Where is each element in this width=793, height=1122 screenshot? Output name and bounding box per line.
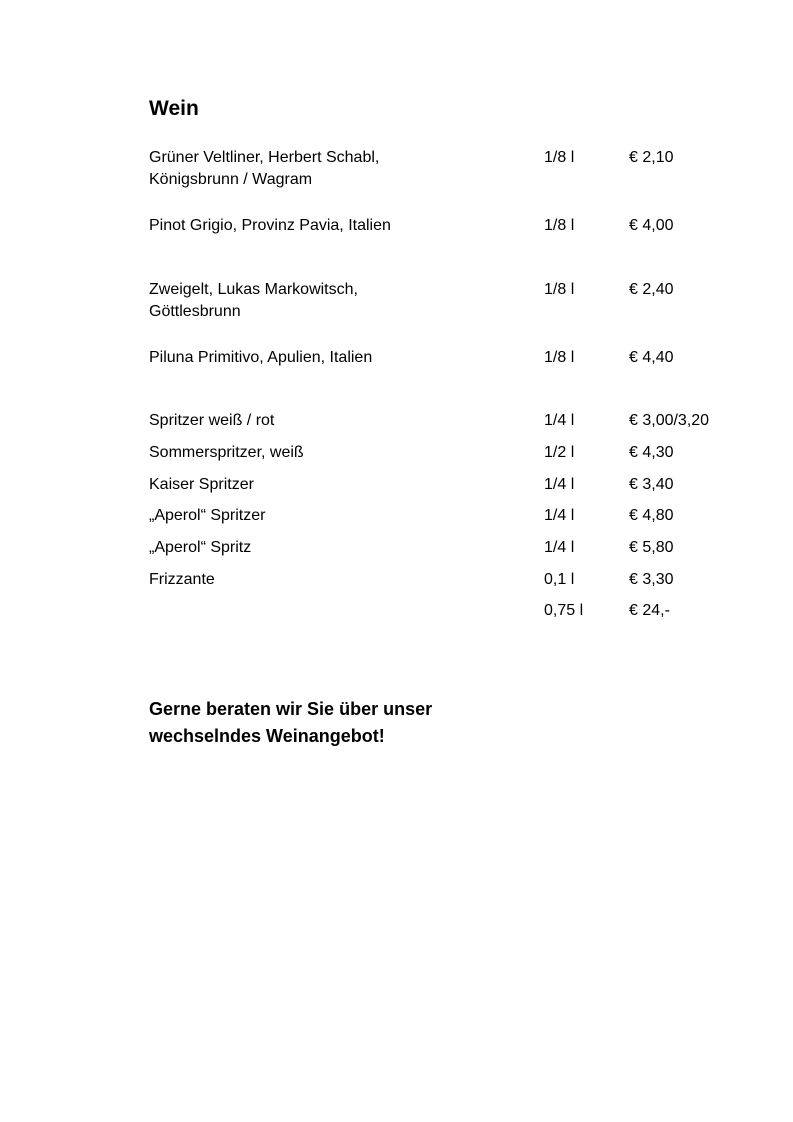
menu-item-quantity: 1/2 l xyxy=(544,444,575,461)
menu-item-name: Sommerspritzer, weiß xyxy=(149,444,304,461)
menu-item-name: Pinot Grigio, Provinz Pavia, Italien xyxy=(149,217,391,234)
menu-item-name: Piluna Primitivo, Apulien, Italien xyxy=(149,349,373,366)
menu-item-name: Frizzante xyxy=(149,571,215,588)
menu-item-quantity: 1/4 l xyxy=(544,412,575,429)
menu-item-quantity: 1/8 l xyxy=(544,281,575,298)
menu-item-quantity: 1/8 l xyxy=(544,149,575,166)
menu-item-name: Kaiser Spritzer xyxy=(149,476,254,493)
menu-item-name-line1: Zweigelt, Lukas Markowitsch, xyxy=(149,281,358,298)
menu-item-name xyxy=(149,279,529,323)
menu-item-quantity: 0,75 l xyxy=(544,602,584,619)
menu-item-quantity: 1/8 l xyxy=(544,349,575,366)
footer-note xyxy=(149,696,549,750)
menu-item-quantity: 1/8 l xyxy=(544,217,575,234)
menu-item-quantity: 1/4 l xyxy=(544,476,575,493)
menu-item-price: € 5,80 xyxy=(629,539,674,556)
menu-item-price: € 4,30 xyxy=(629,444,674,461)
menu-item-name: „Aperol“ Spritzer xyxy=(149,507,266,524)
menu-item-price: € 4,00 xyxy=(629,217,674,234)
menu-item-name: Spritzer weiß / rot xyxy=(149,412,275,429)
menu-item-price: € 3,30 xyxy=(629,571,674,588)
menu-item-price: € 3,40 xyxy=(629,476,674,493)
menu-item-price: € 4,40 xyxy=(629,349,674,366)
menu-item-price: € 2,10 xyxy=(629,149,674,166)
menu-item-price: € 4,80 xyxy=(629,507,674,524)
menu-item-name: „Aperol“ Spritz xyxy=(149,539,252,556)
menu-item-quantity: 0,1 l xyxy=(544,571,575,588)
menu-item-price: € 2,40 xyxy=(629,281,674,298)
menu-item-quantity: 1/4 l xyxy=(544,507,575,524)
page-title: Wein xyxy=(149,97,199,120)
menu-item-name xyxy=(149,147,529,191)
menu-item-price: € 24,- xyxy=(629,602,670,619)
menu-item-name-line2: Königsbrunn / Wagram xyxy=(149,171,313,188)
footer-note-line1: Gerne beraten wir Sie über unser xyxy=(149,699,433,719)
menu-item-price: € 3,00/3,20 xyxy=(629,412,710,429)
footer-note-line2: wechselndes Weinangebot! xyxy=(149,726,385,746)
menu-item-name-line2: Göttlesbrunn xyxy=(149,303,241,320)
menu-item-quantity: 1/4 l xyxy=(544,539,575,556)
menu-item-name-line1: Grüner Veltliner, Herbert Schabl, xyxy=(149,149,380,166)
